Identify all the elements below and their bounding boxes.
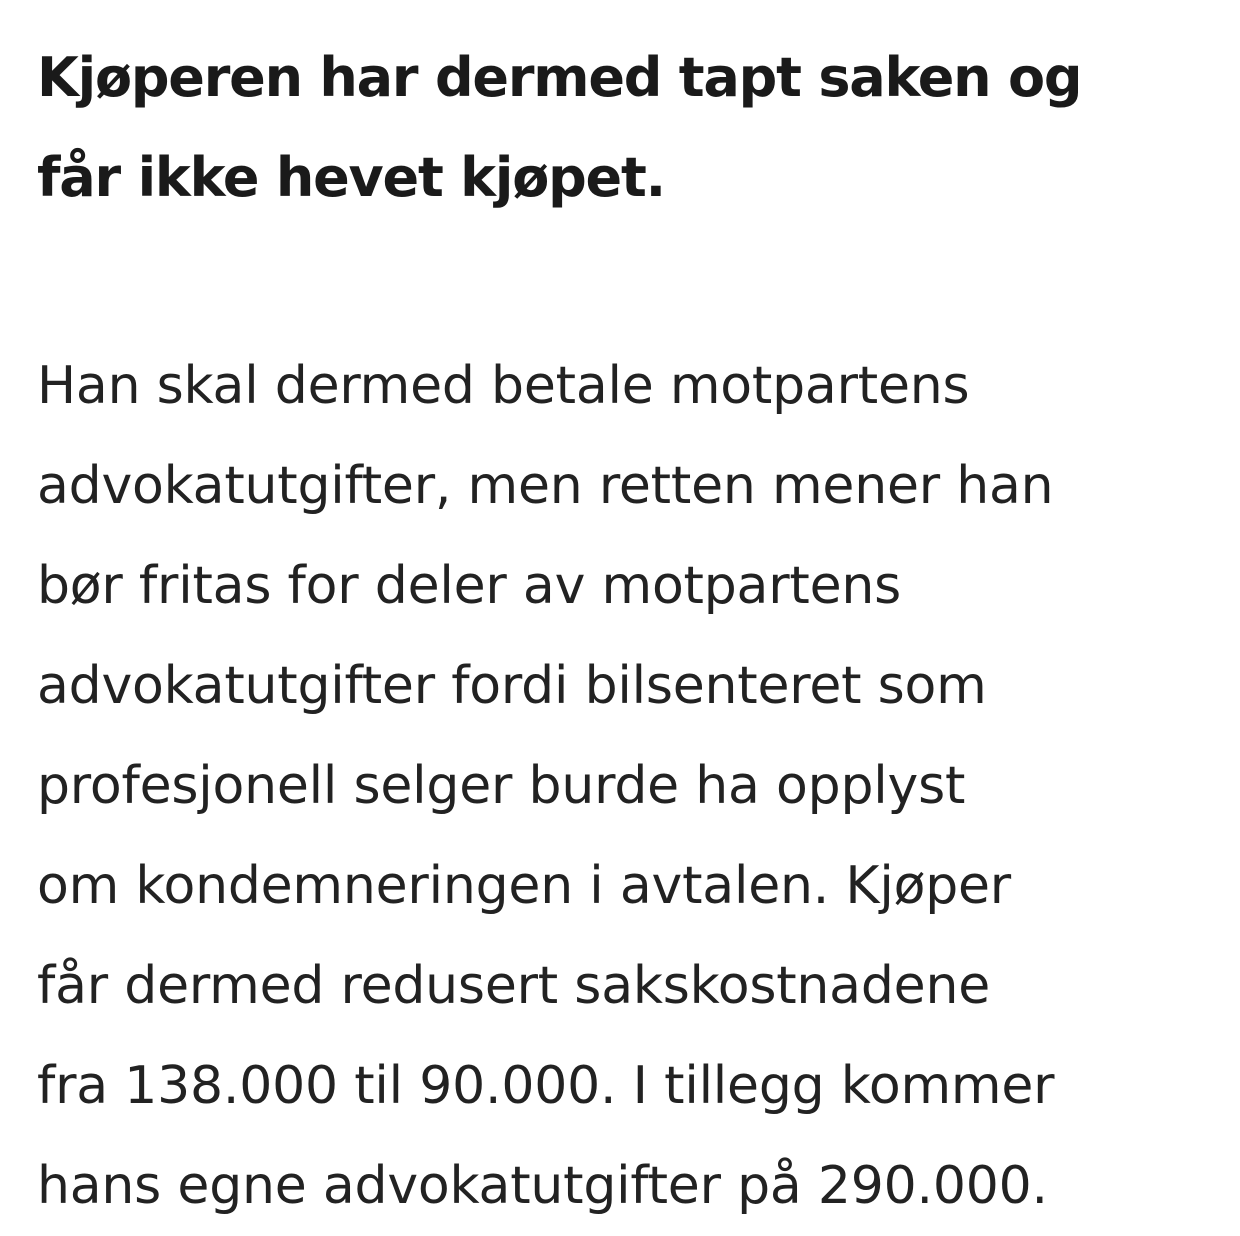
subheading-line: Kjøperen har dermed tapt saken og — [37, 46, 1082, 109]
article-paragraph — [37, 336, 1222, 1236]
paragraph-line: om kondemneringen i avtalen. Kjøper — [37, 856, 1011, 916]
subheading-line: får ikke hevet kjøpet. — [37, 146, 665, 209]
paragraph-line: fra 138.000 til 90.000. I tillegg kommer — [37, 1056, 1055, 1116]
article-body — [37, 0, 1222, 1236]
paragraph-line: advokatutgifter fordi bilsenteret som — [37, 656, 987, 716]
article-subheading — [37, 0, 1222, 228]
paragraph-line: hans egne advokatutgifter på 290.000. — [37, 1156, 1048, 1216]
paragraph-line: profesjonell selger burde ha opplyst — [37, 756, 966, 816]
paragraph-line: bør fritas for deler av motpartens — [37, 556, 902, 616]
paragraph-line: advokatutgifter, men retten mener han — [37, 456, 1054, 516]
paragraph-line: Han skal dermed betale motpartens — [37, 356, 970, 416]
paragraph-line: får dermed redusert sakskostnadene — [37, 956, 990, 1016]
